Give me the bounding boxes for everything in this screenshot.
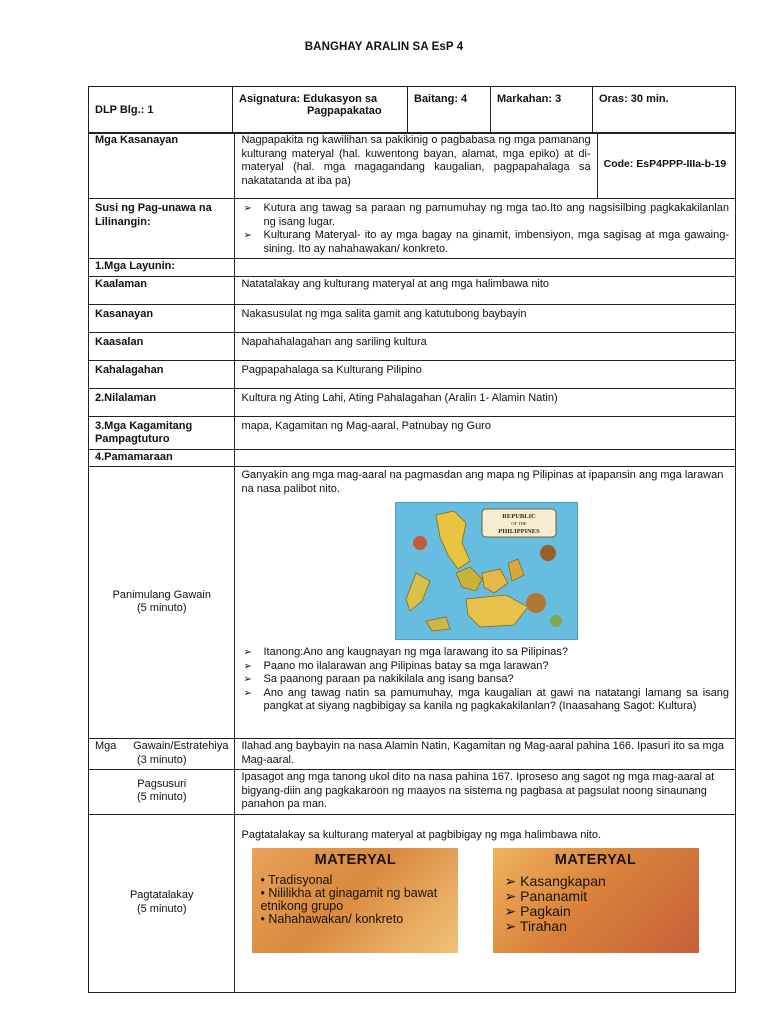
materyal-card-1-item: • Nililikha at ginagamit ng bawat etnikong grupo — [260, 886, 438, 913]
row-pagsusuri — [89, 770, 736, 815]
row-kasanayan2 — [89, 304, 736, 332]
panimula-label: Panimulang Gawain — [112, 588, 211, 601]
row-gawain — [89, 739, 736, 770]
map-title-2: OF THE — [511, 521, 528, 526]
gawain-label: Mga Gawain/Estratehiya — [95, 740, 229, 752]
layunin-label: 1.Mga Layunin: — [89, 259, 235, 277]
kaasalan-label: Kaasalan — [89, 332, 235, 360]
materyal-cards — [241, 848, 729, 953]
asignatura-label: Asignatura: Edukasyon sa — [239, 93, 378, 105]
row-kagamitan — [89, 416, 736, 449]
susi-item: ➢ Kulturang Materyal- ito ay mga bagay na ginamit, imbensiyon, mga sagisag at mga gawaing-sining. Ito ay nahahawakan/ konkreto. — [263, 229, 729, 256]
asignatura-line2: Pagpapakatao — [307, 105, 382, 117]
panimula-time: (5 minuto) — [136, 602, 187, 614]
materyal-card-2-heading: MATERYAL — [554, 852, 637, 868]
dlp-cell: DLP Blg.: 1 — [89, 87, 233, 134]
row-kaasalan — [89, 332, 736, 360]
nilalaman-text: Kultura ng Ating Lahi, Ating Pahalagahan (Aralin 1- Alamin Natin) — [235, 388, 736, 416]
row-susi — [89, 199, 736, 259]
kasanayan-text: Nagpapakita ng kawilihan sa pakikinig o pagbabasa ng mga pamanang kulturang materyal (hal. kuwentong bayan, alamat, mga epiko) at di-materyal (hal. mga magagandang kaugalian, pagpapahalaga sa nakatatanda at iba pa) — [235, 133, 597, 199]
kahalagahan-text: Pagpapahalaga sa Kulturang Pilipino — [235, 360, 736, 388]
materyal-card-2 — [493, 848, 699, 953]
materyal-card-2-item: ➢ Pananamit — [504, 888, 588, 904]
baitang-cell: Baitang: 4 — [408, 87, 491, 134]
question-item: ➢ Itanong:Ano ang kaugnayan ng mga larawang ito sa Pilipinas? — [263, 646, 729, 660]
pamamaraan-label: 4.Pamamaraan — [89, 449, 235, 467]
materyal-card-2-item: ➢ Tirahan — [504, 918, 567, 934]
pagsusuri-label: Pagsusuri — [137, 777, 187, 790]
row-kaalaman — [89, 276, 736, 304]
asignatura-cell — [233, 87, 408, 134]
kaalaman-label: Kaalaman — [89, 276, 235, 304]
oras-cell: Oras: 30 min. — [593, 87, 736, 134]
panimula-content — [235, 467, 736, 739]
code-cell: Code: EsP4PPP-IIIa-b-19 — [597, 133, 735, 199]
kasanayan2-label: Kasanayan — [89, 304, 235, 332]
nilalaman-label: 2.Nilalaman — [89, 388, 235, 416]
header-table — [88, 86, 736, 134]
question-item: ➢ Paano mo ilalarawan ang Pilipinas batay sa mga larawan? — [263, 660, 729, 674]
kaalaman-text: Natatalakay ang kulturang materyal at ang mga halimbawa nito — [235, 276, 736, 304]
question-item: ➢ Sa paanong paraan pa nakikilala ang isang bansa? — [263, 673, 729, 687]
materyal-card-1 — [252, 848, 458, 953]
kaasalan-text: Napahahalagahan ang sariling kultura — [235, 332, 736, 360]
row-pagtatalakay — [89, 814, 736, 992]
markahan-cell: Markahan: 3 — [491, 87, 593, 134]
materyal-card-1-item: • Nahahawakan/ konkreto — [260, 912, 404, 926]
map-illustration — [396, 503, 577, 639]
row-kasanayan — [89, 133, 736, 199]
pagtatalakay-label-cell — [89, 814, 235, 992]
pagtatalakay-text: Pagtatalakay sa kulturang materyal at pagbibigay ng mga halimbawa nito. — [241, 828, 602, 841]
pagtatalakay-label: Pagtatalakay — [129, 889, 194, 901]
pagsusuri-text: Ipasagot ang mga tanong ukol dito na nasa pahina 167. Iproseso ang sagot ng mga mag-aaral at bigyang-diin ang pagkakaroon ng maayos na sistema ng pagbasa at pagsulat noong sinaunang panahon pa man. — [235, 770, 736, 815]
philippines-map-image — [395, 502, 578, 640]
materyal-card-1-item: • Tradisyonal — [260, 873, 333, 887]
gawain-text: Ilahad ang baybayin na nasa Alamin Natin, Kagamitan ng Mag-aaral pahina 166. Ipasuri ito sa mga Mag-aaral. — [235, 739, 736, 770]
materyal-card-1-heading: MATERYAL — [314, 852, 397, 868]
susi-label: Susi ng Pag-unawa na Lilinangin: — [89, 199, 235, 259]
row-kahalagahan — [89, 360, 736, 388]
row-pamamaraan — [89, 449, 736, 467]
kahalagahan-label: Kahalagahan — [89, 360, 235, 388]
materyal-card-2-item: ➢ Kasangkapan — [504, 873, 606, 889]
susi-content — [235, 199, 736, 259]
materyal-card-1-list — [260, 874, 454, 926]
gawain-time: (3 minuto) — [136, 753, 187, 766]
map-title-1: REPUBLIC — [502, 513, 537, 520]
panimula-questions — [241, 646, 729, 714]
kagamitan-text: mapa, Kagamitan ng Mag-aaral, Patnubay ng Guro — [235, 416, 736, 449]
kagamitan-label: 3.Mga Kagamitang Pampagtuturo — [89, 416, 235, 449]
pagsusuri-label-cell — [89, 770, 235, 815]
pamamaraan-empty — [235, 449, 736, 467]
question-item: ➢ Ano ang tawag natin sa pamumuhay, mga kaugalian at gawi na natatangi lamang sa isang pangkat at siyang nagbibigay sa kanila ng pagkakakilanlan? (Inaasahang Sagot: Kultura) — [263, 687, 729, 714]
gawain-label-cell — [89, 739, 235, 770]
row-layunin — [89, 259, 736, 277]
kasanayan2-text: Nakasusulat ng mga salita gamit ang katutubong baybayin — [235, 304, 736, 332]
panimula-text: Ganyakin ang mga mag-aaral na pagmasdan ang mapa ng Pilipinas at ipapansin ang mga larawan na nasa palibot nito. — [241, 469, 724, 495]
pagtatalakay-time: (5 minuto) — [136, 902, 187, 915]
materyal-card-2-item: ➢ Pagkain — [504, 903, 571, 919]
susi-item: ➢ Kutura ang tawag sa paraan ng pamumuhay ng mga tao.Ito ang nagsisilbing pagkakakilanlan ng isang lugar. — [263, 202, 729, 229]
kasanayan-label: Mga Kasanayan — [89, 133, 235, 199]
pagsusuri-time: (5 minuto) — [136, 791, 187, 804]
materyal-card-2-list — [505, 874, 695, 934]
row-nilalaman — [89, 388, 736, 416]
layunin-empty — [235, 259, 736, 277]
document-title: BANGHAY ARALIN SA EsP 4 — [304, 41, 464, 53]
row-panimula — [89, 467, 736, 739]
pagtatalakay-content — [235, 814, 736, 992]
map-title-3: PHILIPPINES — [498, 528, 541, 535]
panimula-label-cell — [89, 467, 235, 739]
lesson-table — [88, 132, 736, 993]
